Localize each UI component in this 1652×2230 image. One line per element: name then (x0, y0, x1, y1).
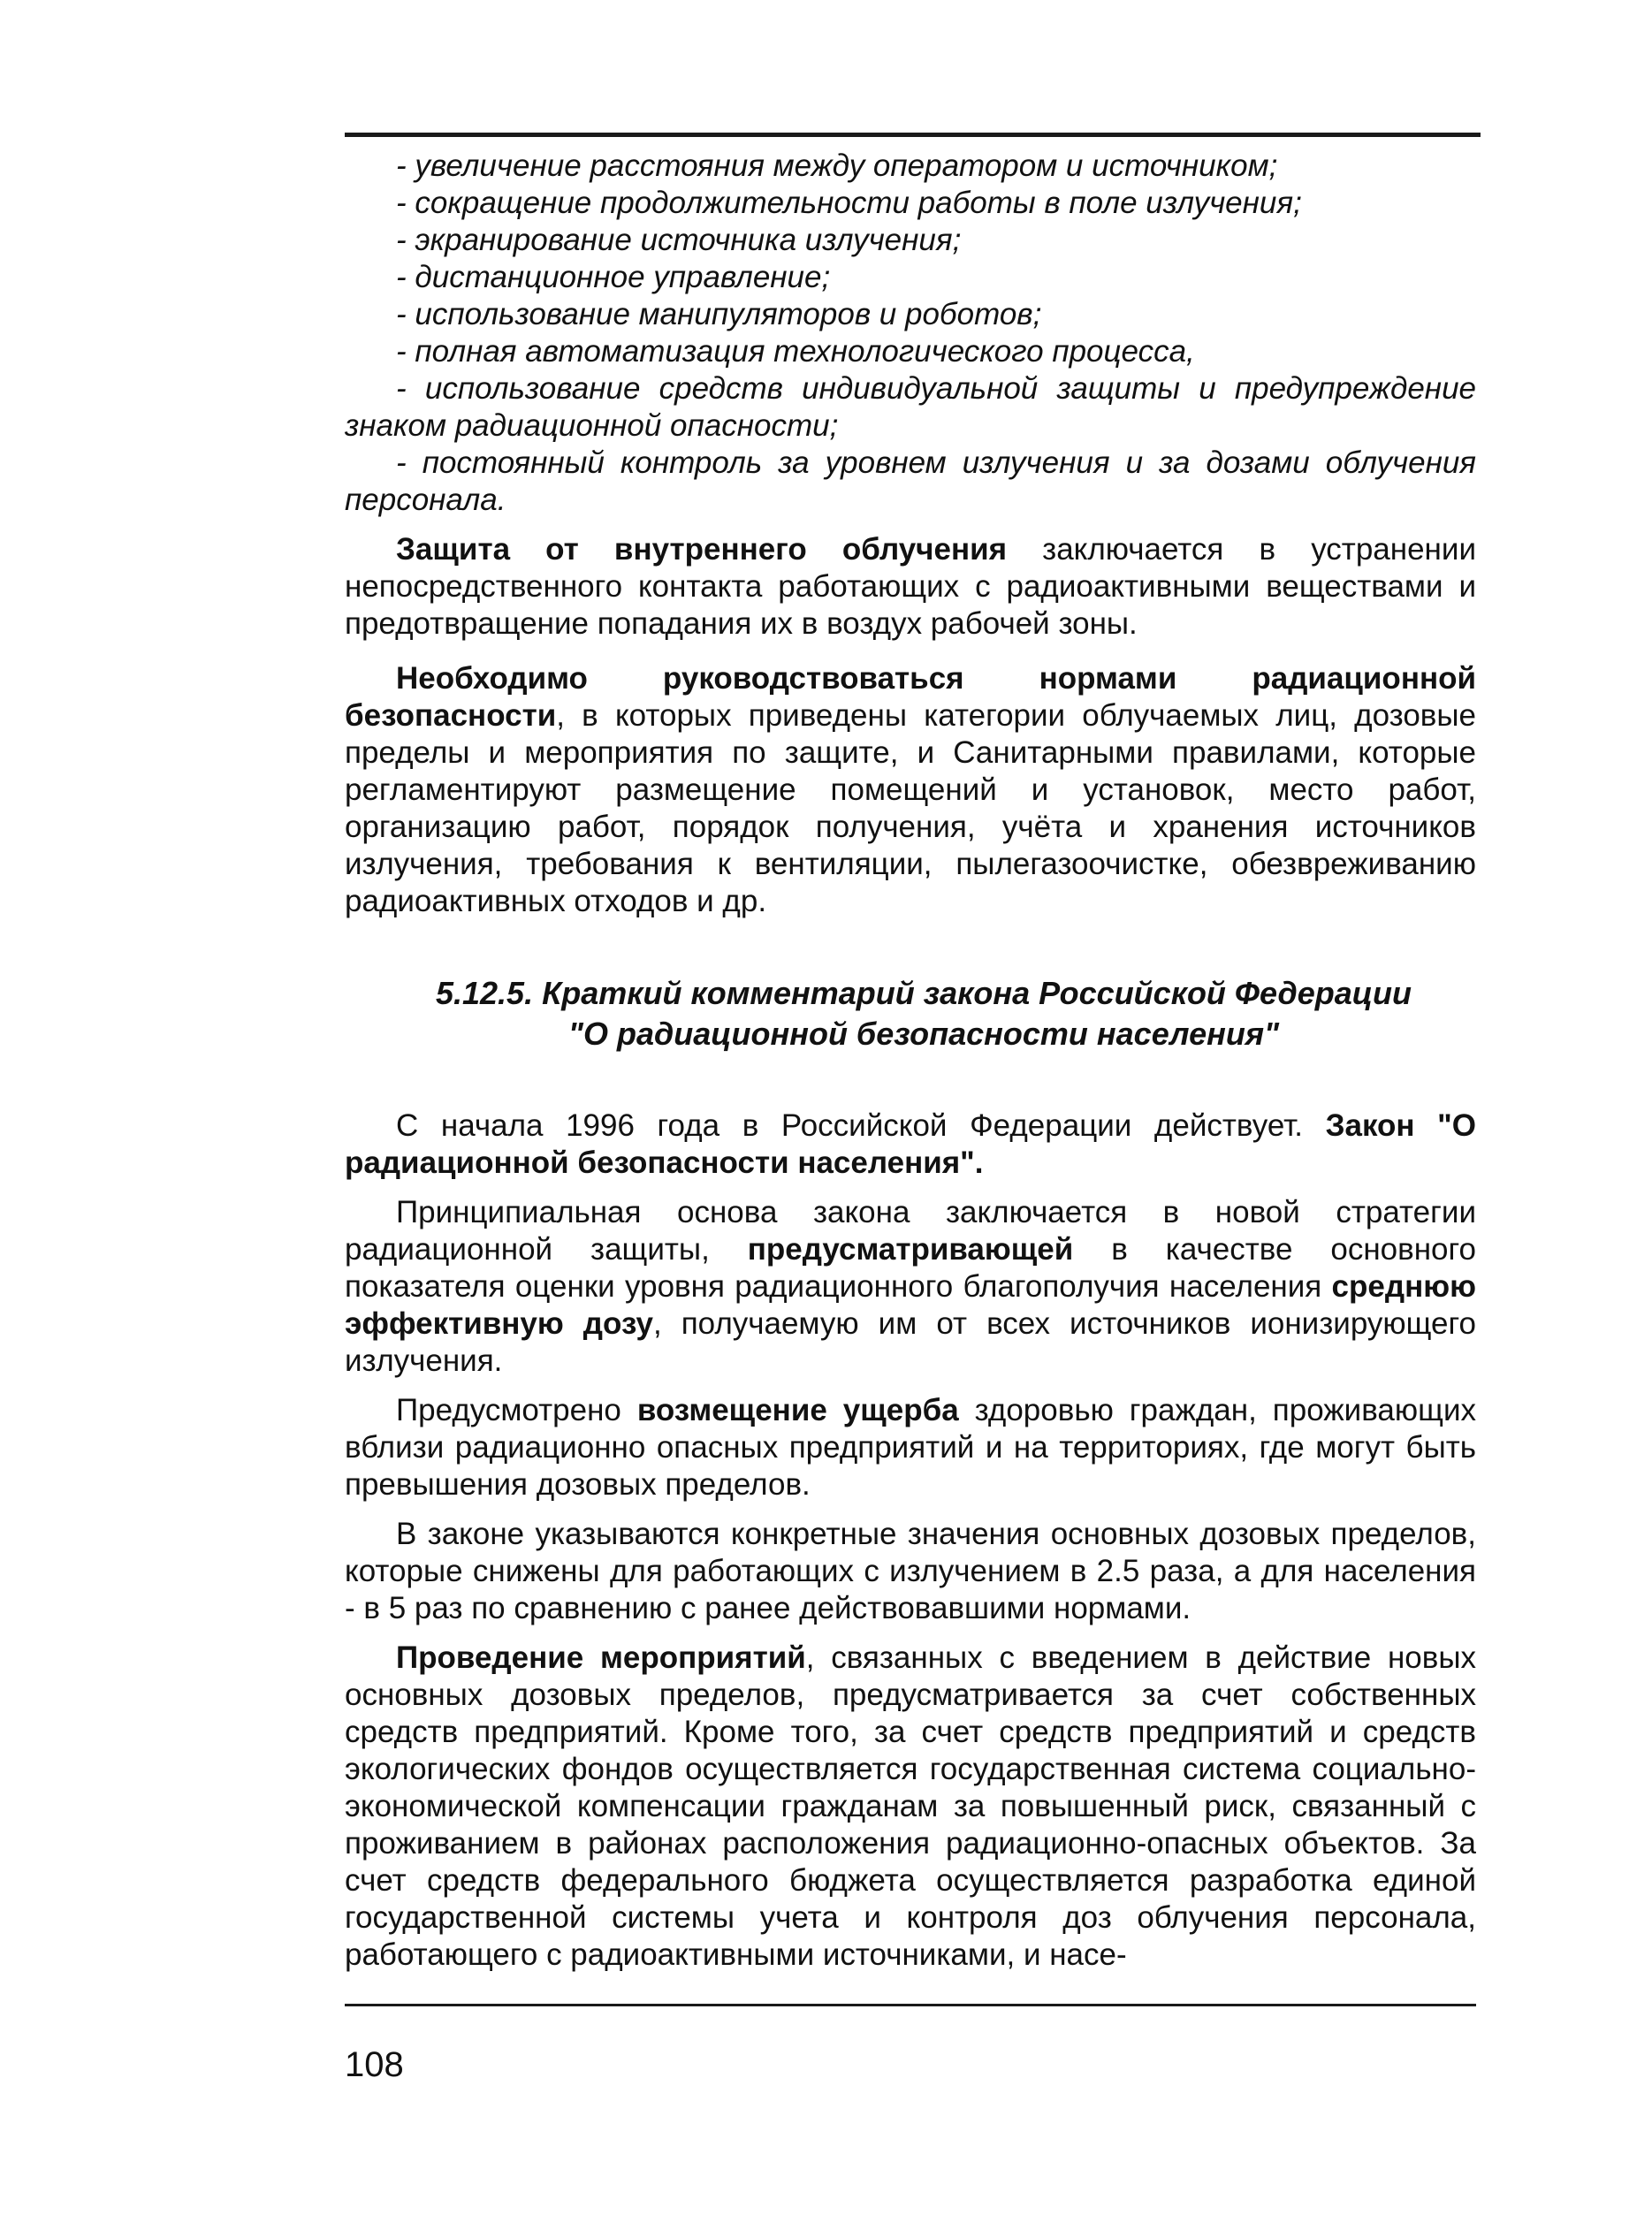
internal-exposure-text: заключается в устранении непосредственного контакта работающих с радиоактивными веществами и предотвращение попадания их в воздух рабочей зоны. (345, 532, 1476, 641)
top-rule (345, 133, 1481, 137)
list-item: - сокращение продолжительности работы в поле излучения; (396, 186, 1302, 220)
law-intro-paragraph (345, 1107, 1476, 1182)
section-heading (345, 973, 1476, 1054)
section-heading-line-1: 5.12.5. Краткий комментарий закона Российской Федерации (435, 975, 1412, 1011)
measures-term: Проведение мероприятий (396, 1640, 806, 1675)
principle-bold-1: предусматривающей (747, 1232, 1074, 1267)
list-item: - полная автоматизация технологического процесса, (396, 334, 1195, 369)
list-item: - экранирование источника излучения; (396, 223, 962, 257)
section-heading-line-2: "О радиационной безопасности населения" (567, 1016, 1280, 1052)
protection-methods-list (345, 148, 1476, 519)
compensation-text-2: здоровью граждан, проживающих вблизи радиационно опасных предприятий и на территориях, где могут быть превышения дозовых пределов. (345, 1393, 1476, 1502)
safety-norms-term: Необходимо руководствоваться нормами радиационной безопасности (345, 661, 1476, 733)
measures-paragraph (345, 1640, 1476, 1974)
measures-text: , связанных с введением в действие новых основных дозовых пределов, предусматривается за счет собственных средств предприятий. Кроме того, за счет средств предприятий и средств экологических фондов осуществляется государственная система социально-экономической компенсации гражданам за повышенный риск, связанный с проживанием в районах расположения радиационно-опасных объектов. За счет средств федерального бюджета осуществляется разработка единой государственной системы учета и контроля доз облучения персонала, работающего с радиоактивными источниками, и насе- (345, 1640, 1476, 1972)
list-item: - дистанционное управление; (396, 260, 831, 294)
bottom-rule (345, 2004, 1476, 2006)
internal-exposure-paragraph (345, 531, 1476, 643)
compensation-text-1: Предусмотрено (396, 1393, 637, 1427)
principle-paragraph (345, 1194, 1476, 1380)
list-item: - увеличение расстояния между оператором и источником; (396, 148, 1278, 183)
principle-bold-2: среднюю эффективную дозу (345, 1269, 1476, 1341)
list-item: - использование средств индивидуальной защиты и предупреждение знаком радиационной опасности; (345, 371, 1476, 443)
internal-exposure-term: Защита от внутреннего облучения (396, 532, 1008, 567)
compensation-bold: возмещение ущерба (636, 1393, 959, 1427)
safety-norms-paragraph (345, 660, 1476, 920)
law-title: Закон "О радиационной безопасности населения". (345, 1108, 1476, 1180)
list-item: - использование манипуляторов и роботов; (396, 297, 1042, 331)
principle-text-3: , получаемую им от всех источников ионизирующего излучения. (345, 1306, 1476, 1378)
compensation-paragraph (345, 1392, 1476, 1503)
list-item: - постоянный контроль за уровнем излучения и за дозами облучения персонала. (345, 445, 1476, 517)
document-page (345, 133, 1476, 2084)
principle-text-2: в качестве основного показателя оценки уровня радиационного благополучия населения (345, 1232, 1476, 1304)
principle-text-1: Принципиальная основа закона заключается в новой стратегии радиационной защиты, (345, 1195, 1476, 1267)
law-intro-text: С начала 1996 года в Российской Федерации действует. (396, 1108, 1326, 1143)
page-number: 108 (345, 2045, 404, 2084)
safety-norms-text: , в которых приведены категории облучаемых лиц, дозовые пределы и мероприятия по защите, и Санитарными правилами, которые регламентируют размещение помещений и установок, место работ, организацию работ, порядок получения, учёта и хранения источников излучения, требования к вентиляции, пылегазоочистке, обезвреживанию радиоактивных отходов и др. (345, 698, 1476, 918)
dose-limits-paragraph: В законе указываются конкретные значения основных дозовых пределов, которые снижены для работающих с излучением в 2.5 раза, а для населения - в 5 раз по сравнению с ранее действовавшими нормами. (345, 1517, 1476, 1625)
